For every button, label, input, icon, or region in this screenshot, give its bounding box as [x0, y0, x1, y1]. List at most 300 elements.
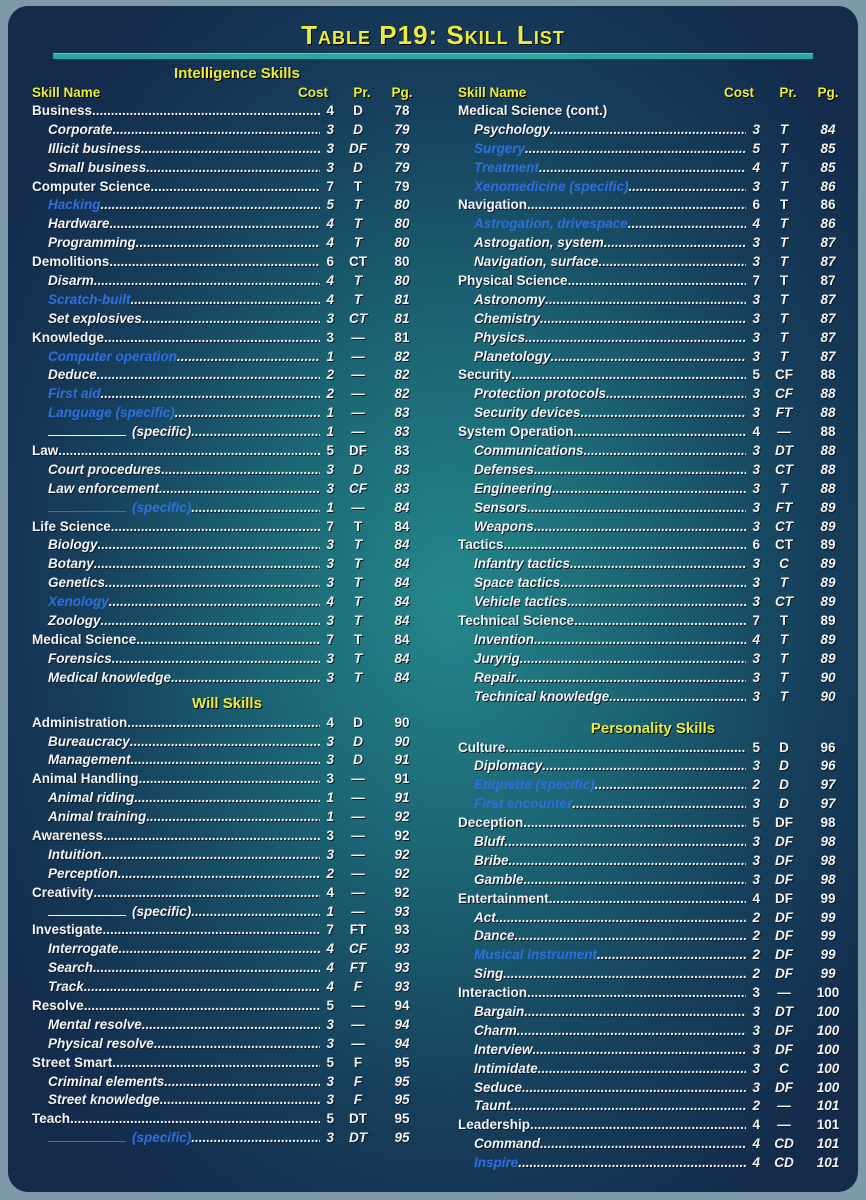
skill-row-physics: [458, 329, 848, 348]
skill-page: 91: [394, 752, 410, 768]
skill-cost: 3: [326, 752, 334, 768]
skill-page: 91: [394, 771, 410, 787]
leader-dots: [177, 348, 320, 367]
skill-name: [458, 404, 746, 423]
skill-page: 87: [820, 329, 836, 345]
leader-dots: [191, 903, 320, 922]
skill-prerequisite: T: [353, 178, 363, 194]
skill-name: [458, 1135, 746, 1154]
skill-cost: 6: [326, 254, 334, 270]
skill-page: 92: [394, 884, 410, 900]
skill-name: [32, 1091, 320, 1110]
skill-name-text: (specific): [132, 499, 192, 515]
skill-prerequisite: T: [353, 631, 363, 647]
leader-dots: [136, 234, 320, 253]
skill-name: [458, 178, 746, 197]
skill-row-administration: [32, 714, 422, 733]
skill-row-genetics: [32, 574, 422, 593]
skill-name: [32, 329, 320, 348]
skill-page: 88: [820, 405, 836, 421]
skill-name: [32, 121, 320, 140]
skill-row-interaction: [458, 984, 848, 1003]
skill-cost: 5: [326, 197, 334, 213]
skill-name: [458, 140, 746, 159]
skill-name: [32, 253, 320, 272]
skill-row-demolitions: [32, 253, 422, 272]
skill-prerequisite: T: [353, 613, 363, 629]
skill-cost: 5: [326, 1111, 334, 1127]
skill-name: [32, 903, 320, 922]
leader-dots: [574, 423, 746, 442]
skill-row-security-devices: [458, 404, 848, 423]
skill-prerequisite: —: [777, 985, 791, 1001]
skill-prerequisite: CT: [775, 461, 793, 477]
skill-row-psychology: [458, 121, 848, 140]
skill-cost: 2: [752, 928, 760, 944]
skill-row-botany: [32, 555, 422, 574]
skill-name-text: Seduce: [474, 1079, 523, 1095]
skill-row-defenses: [458, 461, 848, 480]
skill-page: 80: [394, 197, 410, 213]
skill-name-text: Biology: [48, 537, 98, 553]
skill-name-text: Programming: [48, 235, 136, 251]
skill-page: 88: [820, 424, 836, 440]
skill-cost: 3: [752, 688, 760, 704]
skill-row-disarm: [32, 272, 422, 291]
skill-cost: 2: [752, 966, 760, 982]
skill-cost: 5: [326, 443, 334, 459]
skill-cost: 3: [326, 461, 334, 477]
skill-row-xenology: [32, 593, 422, 612]
skill-name-text: Planetology: [474, 348, 551, 364]
leader-dots: [134, 789, 320, 808]
skill-prerequisite: DF: [775, 890, 793, 906]
skill-row-astrogation-system: [458, 234, 848, 253]
skill-cost: 2: [752, 777, 760, 793]
leader-dots: [70, 1110, 320, 1129]
skill-row-animal-handling: [32, 770, 422, 789]
skill-name: [458, 159, 746, 178]
skill-cost: 3: [326, 140, 334, 156]
skill-name: [458, 650, 746, 669]
skill-name: [458, 739, 746, 758]
skill-row-court-procedures: [32, 461, 422, 480]
skill-name-text: Tactics: [458, 537, 504, 553]
skill-cost: 3: [752, 329, 760, 345]
skill-name: [32, 650, 320, 669]
skill-row-knowledge: [32, 329, 422, 348]
skill-name: [32, 593, 320, 612]
skill-row-taunt: [458, 1097, 848, 1116]
leader-dots: [119, 940, 320, 959]
skill-row-musical-instrument: [458, 946, 848, 965]
skill-page: 94: [394, 997, 410, 1013]
skill-prerequisite: D: [779, 758, 789, 774]
skill-row-forensics: [32, 650, 422, 669]
skill-row-animal-riding: [32, 789, 422, 808]
skill-row-medical-knowledge: [32, 669, 422, 688]
skill-row-gamble: [458, 871, 848, 890]
skill-prerequisite: T: [779, 310, 789, 326]
skill-name: [458, 574, 746, 593]
skill-prerequisite: DF: [775, 909, 793, 925]
skill-name-text: Deception: [458, 815, 524, 831]
skill-prerequisite: T: [779, 216, 789, 232]
skill-row-street-knowledge: [32, 1091, 422, 1110]
leader-dots: [112, 1054, 320, 1073]
skill-name: [458, 631, 746, 650]
skill-cost: 4: [326, 103, 334, 118]
skill-page: 82: [394, 367, 410, 383]
skill-prerequisite: CD: [774, 1136, 794, 1152]
skill-row-computer-science: [32, 178, 422, 197]
skill-cost: 3: [752, 758, 760, 774]
skill-cost: 3: [326, 159, 334, 175]
skill-cost: 7: [752, 273, 760, 289]
leader-dots: [604, 234, 746, 253]
skill-name: [458, 253, 746, 272]
skill-name: [458, 234, 746, 253]
skill-prerequisite: DF: [775, 1041, 793, 1057]
skill-name-text: Creativity: [32, 884, 94, 900]
leader-dots: [505, 833, 747, 852]
skill-cost: 3: [326, 827, 334, 843]
skill-name: [32, 366, 320, 385]
skill-prerequisite: T: [779, 178, 789, 194]
skill-name: [32, 997, 320, 1016]
skill-page: 99: [820, 928, 836, 944]
skill-name-text: Botany: [48, 556, 94, 572]
skill-name: [458, 310, 746, 329]
leader-dots: [101, 846, 320, 865]
skill-page: 85: [820, 140, 836, 156]
skill-name-text: Weapons: [474, 518, 534, 534]
skill-name: [32, 480, 320, 499]
leader-dots: [136, 631, 320, 650]
skill-name-text: Management: [48, 752, 131, 768]
skill-name: [32, 921, 320, 940]
skill-name-text: Charm: [474, 1022, 517, 1038]
skill-name: [458, 688, 746, 707]
leader-dots: [105, 574, 320, 593]
skill-prerequisite: CF: [349, 480, 367, 496]
skill-name-text: Hacking: [48, 197, 101, 213]
skill-page: 86: [820, 197, 836, 213]
skill-page: 93: [394, 903, 410, 919]
skill-name: [458, 757, 746, 776]
skill-page: 79: [394, 140, 410, 156]
leader-dots: [154, 1035, 320, 1054]
skill-prerequisite: —: [351, 405, 365, 421]
skill-name: [458, 1041, 746, 1060]
skill-page: 88: [820, 367, 836, 383]
skill-row-security: [458, 366, 848, 385]
leader-dots: [191, 499, 320, 518]
skill-cost: 4: [752, 216, 760, 232]
leader-dots: [517, 1022, 746, 1041]
skill-row-track: [32, 978, 422, 997]
skill-prerequisite: T: [779, 613, 789, 629]
skill-prerequisite: D: [353, 159, 363, 175]
skill-prerequisite: T: [779, 291, 789, 307]
leader-dots: [540, 310, 746, 329]
skill-row-physical-resolve: [32, 1035, 422, 1054]
skill-page: 96: [820, 758, 836, 774]
skill-page: 87: [820, 273, 836, 289]
skill-cost: 4: [752, 159, 760, 175]
skill-row-intimidate: [458, 1060, 848, 1079]
skill-cost: 4: [752, 890, 760, 906]
skill-name-text: Defenses: [474, 461, 535, 477]
column-headers-right: [458, 84, 848, 102]
skill-name: [458, 329, 746, 348]
skill-row-specific: [32, 423, 422, 442]
skill-name-text: Sensors: [474, 499, 528, 515]
leader-dots: [109, 253, 320, 272]
skill-prerequisite: —: [351, 329, 365, 345]
skill-cost: 4: [326, 273, 334, 289]
skill-name: [32, 291, 320, 310]
skill-page: 83: [394, 443, 410, 459]
skill-name-text: Physical resolve: [48, 1035, 154, 1051]
skill-prerequisite: T: [353, 291, 363, 307]
skill-page: 87: [820, 235, 836, 251]
blank-fill-line: [48, 1129, 126, 1142]
skill-name: [458, 795, 746, 814]
skill-name: [458, 776, 746, 795]
skill-prerequisite: F: [353, 1092, 363, 1108]
skill-page: 79: [394, 159, 410, 175]
skill-prerequisite: T: [779, 688, 789, 704]
skill-prerequisite: T: [779, 329, 789, 345]
leader-dots: [171, 669, 320, 688]
skill-cost: 4: [326, 960, 334, 976]
skill-page: 84: [394, 537, 410, 553]
skill-page: 85: [820, 159, 836, 175]
leader-dots: [130, 733, 320, 752]
leader-dots: [524, 871, 746, 890]
skill-page: 78: [394, 103, 410, 118]
skill-name-text: Medical Science: [32, 631, 137, 647]
leader-dots: [142, 310, 320, 329]
leader-dots: [567, 593, 746, 612]
skill-row-bluff: [458, 833, 848, 852]
skill-name-text: Command: [474, 1136, 541, 1152]
skill-name-text: Communications: [474, 443, 584, 459]
skill-name-text: Taunt: [474, 1098, 511, 1114]
skill-name-text: Law enforcement: [48, 480, 160, 496]
skill-name: [458, 946, 746, 965]
leader-dots: [98, 536, 321, 555]
skill-prerequisite: T: [353, 650, 363, 666]
skill-cost: 3: [752, 443, 760, 459]
skill-name: [458, 833, 746, 852]
skill-name-text: Resolve: [32, 997, 84, 1013]
skill-name: [32, 1073, 320, 1092]
skill-prerequisite: —: [351, 827, 365, 843]
skill-name: [32, 714, 320, 733]
skill-name: [458, 196, 746, 215]
skill-prerequisite: —: [351, 348, 365, 364]
skill-name-text: Medical knowledge: [48, 669, 172, 685]
skill-page: 87: [820, 310, 836, 326]
skill-page: 84: [394, 499, 410, 515]
leader-dots: [505, 739, 746, 758]
leader-dots: [93, 959, 320, 978]
skill-prerequisite: —: [351, 367, 365, 383]
leader-dots: [584, 442, 746, 461]
skill-name-text: Surgery: [474, 140, 526, 156]
skill-row-command: [458, 1135, 848, 1154]
skill-cost: 2: [752, 909, 760, 925]
skill-name-text: Protection protocols: [474, 386, 607, 402]
leader-dots: [525, 329, 746, 348]
skill-page: 91: [394, 790, 410, 806]
skill-name: [32, 196, 320, 215]
skill-cost: 3: [326, 771, 334, 787]
skill-name-text: Repair: [474, 669, 517, 685]
leader-dots: [581, 404, 746, 423]
section-title-intelligence: Intelligence Skills: [174, 65, 300, 82]
skill-page: 99: [820, 966, 836, 982]
skill-row-infantry-tactics: [458, 555, 848, 574]
skill-page: 100: [816, 1060, 840, 1076]
skill-row-surgery: [458, 140, 848, 159]
skill-name-text: Illicit business: [48, 140, 142, 156]
skill-page: 80: [394, 254, 410, 270]
skill-prerequisite: DF: [775, 815, 793, 831]
leader-dots: [520, 650, 746, 669]
skill-row-chemistry: [458, 310, 848, 329]
skill-prerequisite: T: [779, 235, 789, 251]
skill-name-text: Entertainment: [458, 890, 549, 906]
skill-cost: 3: [752, 291, 760, 307]
skill-cost: 3: [326, 329, 334, 345]
skill-row-resolve: [32, 997, 422, 1016]
skill-cost: 3: [326, 121, 334, 137]
skill-cost: 3: [752, 499, 760, 515]
skill-name-text: Security devices: [474, 405, 581, 421]
leader-dots: [141, 140, 320, 159]
skill-page: 95: [394, 1130, 410, 1146]
skill-name-text: Hardware: [48, 216, 110, 232]
skill-row-charm: [458, 1022, 848, 1041]
skill-name: [458, 909, 746, 928]
skill-row-interview: [458, 1041, 848, 1060]
leader-dots: [542, 757, 746, 776]
skill-name-text: System Operation: [458, 424, 574, 440]
skill-prerequisite: T: [779, 254, 789, 270]
skill-row-perception: [32, 865, 422, 884]
skill-cost: 4: [752, 1117, 760, 1133]
skill-prerequisite: CF: [775, 367, 793, 383]
skill-prerequisite: FT: [775, 499, 793, 515]
skill-page: 80: [394, 235, 410, 251]
leader-dots: [540, 1135, 746, 1154]
skill-page: 96: [820, 739, 836, 755]
skill-page: 100: [816, 1079, 840, 1095]
skill-row-juryrig: [458, 650, 848, 669]
skill-name-text: Treatment: [474, 159, 540, 175]
skill-row-first-encounter: [458, 795, 848, 814]
skill-name: [458, 1154, 746, 1173]
skill-cost: 1: [326, 405, 334, 421]
skill-name: [458, 1079, 746, 1098]
skill-page: 93: [394, 960, 410, 976]
skill-row-sing: [458, 965, 848, 984]
skill-page: 83: [394, 405, 410, 421]
skill-row-life-science: [32, 518, 422, 537]
leader-dots: [518, 1154, 746, 1173]
skill-page: 89: [820, 575, 836, 591]
skill-page: [808, 102, 848, 121]
skill-name-text: Navigation, surface: [474, 254, 599, 270]
skill-cost: 3: [752, 669, 760, 685]
skill-page: 83: [394, 424, 410, 440]
leader-dots: [112, 650, 320, 669]
leader-dots: [606, 385, 746, 404]
leader-dots: [560, 574, 746, 593]
skill-name: [32, 461, 320, 480]
skill-name-text: Gamble: [474, 871, 524, 887]
skill-name-text: Business: [32, 103, 93, 118]
skill-prerequisite: FT: [775, 405, 793, 421]
skill-name-text: Etiquette (specific): [474, 777, 595, 793]
skill-name-text: Astronomy: [474, 291, 546, 307]
skill-name-text: (specific): [132, 1130, 192, 1146]
skill-prerequisite: DF: [775, 966, 793, 982]
skill-cost: 7: [326, 922, 334, 938]
skill-name: [32, 770, 320, 789]
skill-row-intuition: [32, 846, 422, 865]
leader-dots: [533, 1041, 746, 1060]
skill-name-text: (specific): [132, 424, 192, 440]
skill-page: 99: [820, 909, 836, 925]
skill-cost: 5: [326, 1054, 334, 1070]
skill-row-bureaucracy: [32, 733, 422, 752]
skill-row-engineering: [458, 480, 848, 499]
skill-name-text: Act: [474, 909, 496, 925]
skill-row-animal-training: [32, 808, 422, 827]
leader-dots: [552, 480, 746, 499]
leader-dots: [523, 814, 746, 833]
skill-name: [32, 348, 320, 367]
skill-name-text: Language (specific): [48, 405, 175, 421]
skill-name: [32, 272, 320, 291]
skill-name: [32, 751, 320, 770]
skill-name-text: Administration: [32, 714, 128, 730]
skill-prerequisite: T: [353, 537, 363, 553]
skill-page: 88: [820, 480, 836, 496]
skill-name: [458, 366, 746, 385]
leader-dots: [572, 795, 746, 814]
skill-name: [32, 499, 320, 518]
skill-prerequisite: —: [351, 771, 365, 787]
skill-page: 93: [394, 922, 410, 938]
leader-dots: [109, 593, 320, 612]
skill-prerequisite: DF: [349, 443, 367, 459]
skill-cost: 2: [752, 947, 760, 963]
skill-row-hacking: [32, 196, 422, 215]
skill-prerequisite: DF: [775, 852, 793, 868]
skill-name-text: Navigation: [458, 197, 528, 213]
skill-row-set-explosives: [32, 310, 422, 329]
skill-cost: 2: [326, 367, 334, 383]
leader-dots: [94, 884, 320, 903]
skill-row-sensors: [458, 499, 848, 518]
skill-row-specific: [32, 499, 422, 518]
leader-dots: [118, 865, 320, 884]
